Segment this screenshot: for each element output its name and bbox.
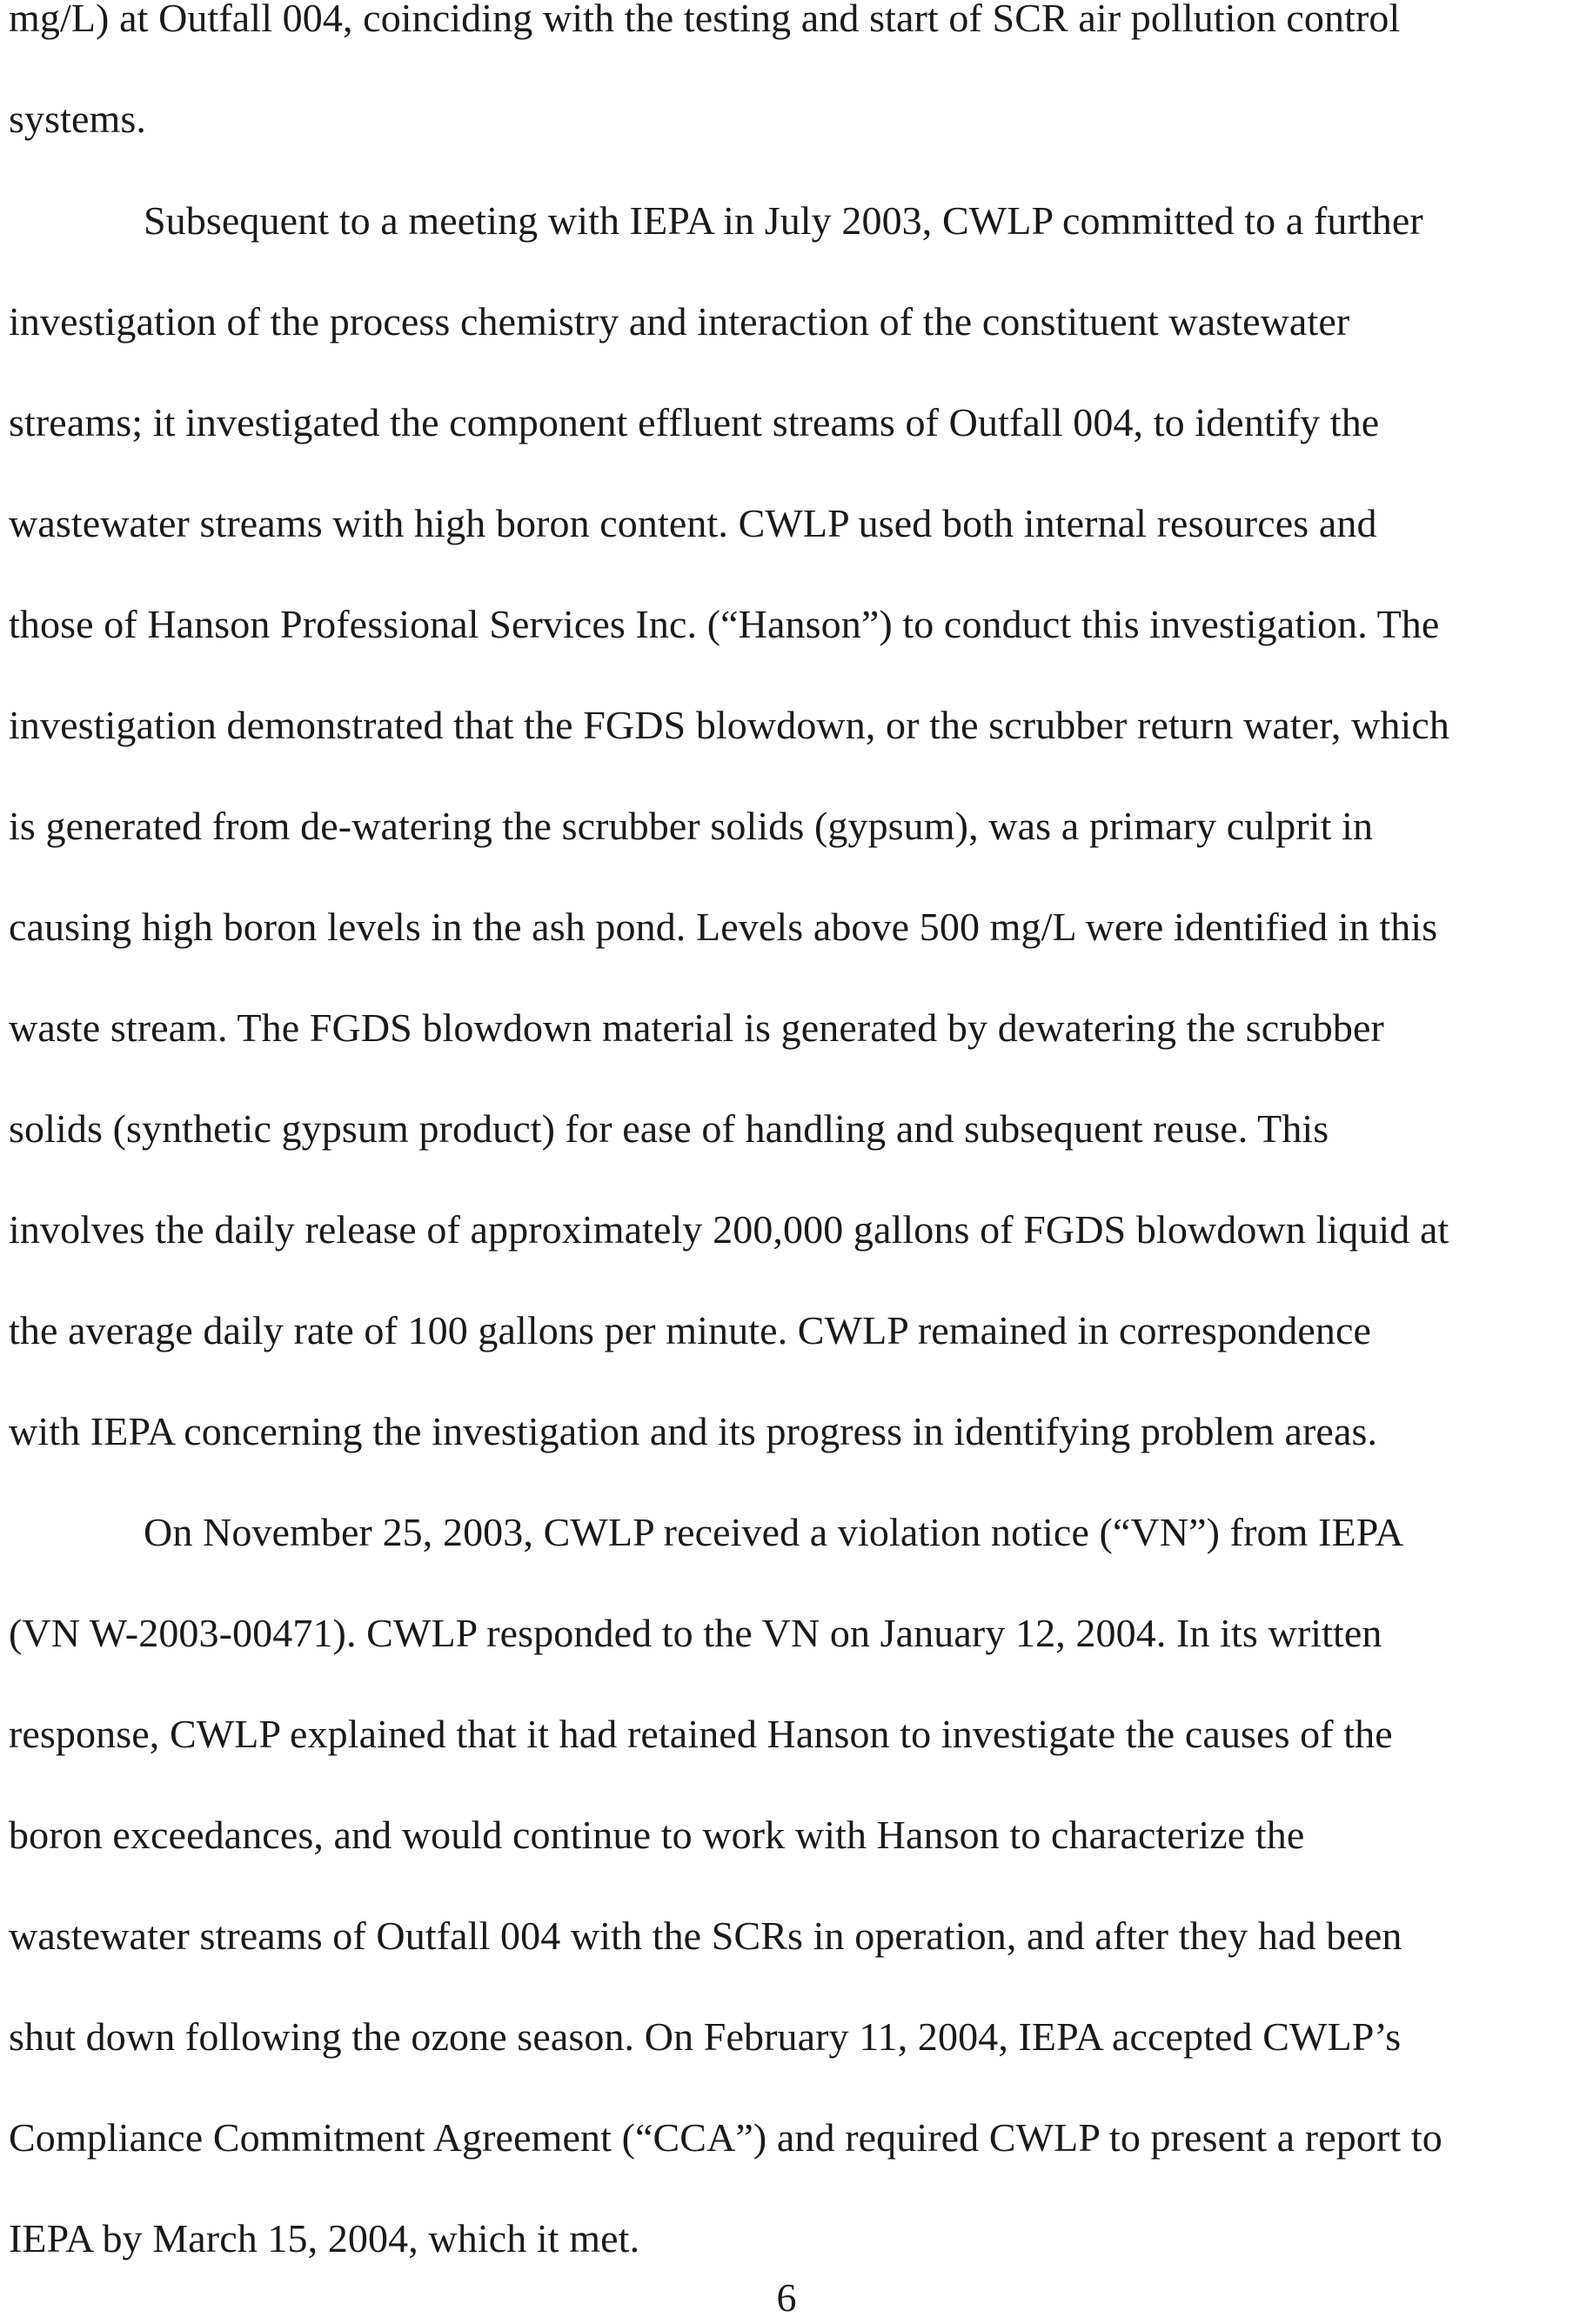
text-line: streams; it investigated the component effluent streams of Outfall 004, to identify the bbox=[9, 400, 1380, 444]
text-line: those of Hanson Professional Services Inc. (“Hanson”) to conduct this investigation. The bbox=[9, 602, 1440, 646]
text-line: wastewater streams of Outfall 004 with the SCRs in operation, and after they had been bbox=[9, 1913, 1402, 1958]
text-line: (VN W-2003-00471). CWLP responded to the VN on January 12, 2004. In its written bbox=[9, 1611, 1382, 1655]
text-line: involves the daily release of approximately 200,000 gallons of FGDS blowdown liquid at bbox=[9, 1207, 1449, 1252]
text-line: investigation demonstrated that the FGDS blowdown, or the scrubber return water, which bbox=[9, 703, 1449, 747]
text-line: boron exceedances, and would continue to work with Hanson to characterize the bbox=[9, 1813, 1305, 1857]
text-line: with IEPA concerning the investigation and its progress in identifying problem areas. bbox=[9, 1409, 1378, 1453]
text-line: waste stream. The FGDS blowdown material is generated by dewatering the scrubber bbox=[9, 1005, 1384, 1050]
text-line: Compliance Commitment Agreement (“CCA”) and required CWLP to present a report to bbox=[9, 2115, 1442, 2160]
text-line: investigation of the process chemistry and interaction of the constituent wastewater bbox=[9, 299, 1350, 344]
paragraph-start-line: On November 25, 2003, CWLP received a violation notice (“VN”) from IEPA bbox=[144, 1510, 1404, 1554]
text-line: solids (synthetic gypsum product) for ease of handling and subsequent reuse. This bbox=[9, 1106, 1329, 1151]
text-line: systems. bbox=[9, 97, 146, 141]
text-line: shut down following the ozone season. On February 11, 2004, IEPA accepted CWLP’s bbox=[9, 2014, 1402, 2059]
text-line: response, CWLP explained that it had retained Hanson to investigate the causes of the bbox=[9, 1712, 1393, 1756]
text-line: the average daily rate of 100 gallons per minute. CWLP remained in correspondence bbox=[9, 1308, 1371, 1352]
text-line: wastewater streams with high boron content. CWLP used both internal resources and bbox=[9, 501, 1377, 545]
page-number: 6 bbox=[776, 2275, 797, 2320]
paragraph-start-line: Subsequent to a meeting with IEPA in July 2003, CWLP committed to a further bbox=[144, 198, 1423, 243]
text-line: mg/L) at Outfall 004, coinciding with the testing and start of SCR air pollution control bbox=[9, 0, 1401, 40]
text-line: causing high boron levels in the ash pond. Levels above 500 mg/L were identified in this bbox=[9, 905, 1438, 949]
text-line: is generated from de-watering the scrubber solids (gypsum), was a primary culprit in bbox=[9, 804, 1374, 848]
text-line: IEPA by March 15, 2004, which it met. bbox=[9, 2216, 640, 2261]
